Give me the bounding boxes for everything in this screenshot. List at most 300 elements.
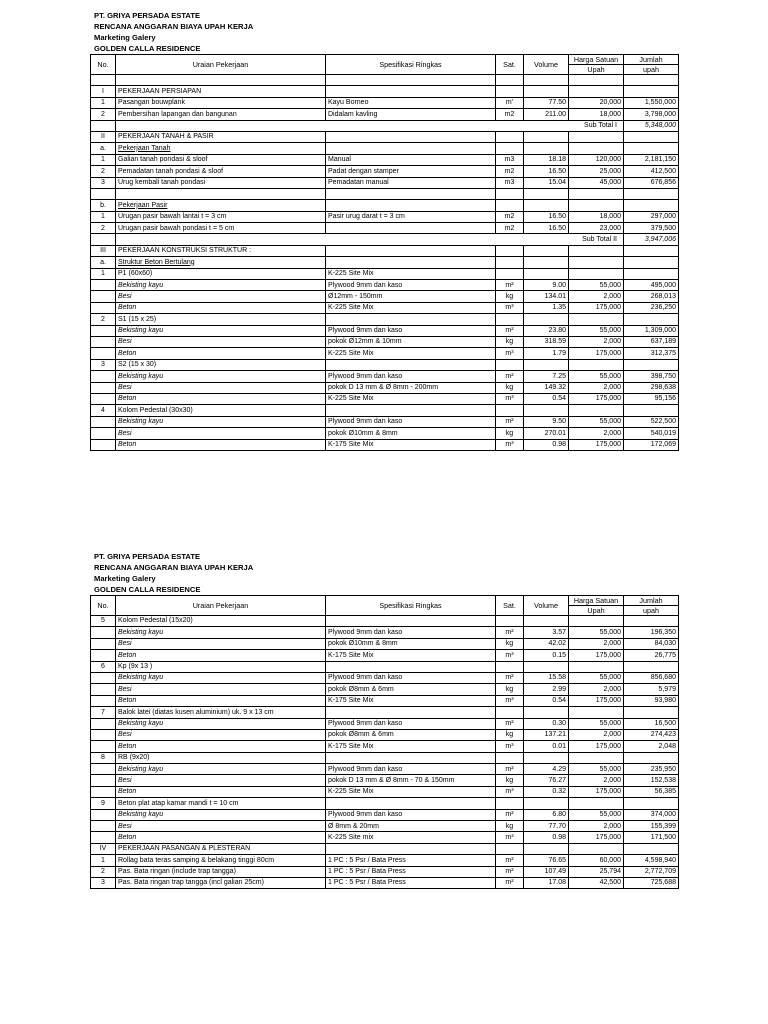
cell-no: 9: [91, 798, 116, 809]
cell-satuan: m³: [496, 302, 524, 313]
col-volume-header: Volume: [524, 596, 569, 616]
cell-spesifikasi: Plywood 9mm dan kaso: [326, 764, 496, 775]
table-row: [91, 314, 679, 325]
cell-no: 1: [91, 211, 116, 222]
cell-volume: 9.50: [524, 416, 569, 427]
cell-uraian: Bekisting kayu: [116, 809, 326, 820]
table-row: [91, 405, 679, 416]
cell-no: 3: [91, 359, 116, 370]
table-row: [91, 371, 679, 382]
table-row: [91, 877, 679, 888]
cell-jumlah: 236,250: [624, 302, 679, 313]
col-harga-header-bottom: Upah: [569, 606, 624, 616]
subtotal-label: Sub Total I: [326, 120, 624, 131]
cell-harga-satuan: 55,000: [569, 764, 624, 775]
cell-volume: 15.04: [524, 177, 569, 188]
table-row: [91, 752, 679, 763]
cell-uraian: Beton: [116, 741, 326, 752]
cell-volume: [524, 707, 569, 718]
cell-uraian: Beton: [116, 695, 326, 706]
cell-spesifikasi: [326, 843, 496, 854]
cell-spesifikasi: pokok Ø8mm & 6mm: [326, 729, 496, 740]
cell-no: 2: [91, 866, 116, 877]
cell-no: [91, 291, 116, 302]
table-row: [91, 154, 679, 165]
col-sat-header: Sat.: [496, 55, 524, 75]
table-row: [91, 718, 679, 729]
cell-uraian: Besi: [116, 336, 326, 347]
cell-uraian: Pas. Bata ringan (include trap tangga): [116, 866, 326, 877]
cell-jumlah: 2,772,709: [624, 866, 679, 877]
cell-jumlah: [624, 798, 679, 809]
cell-jumlah: [624, 188, 679, 199]
table-row: [91, 302, 679, 313]
cell-volume: 77.50: [524, 97, 569, 108]
cell-jumlah: 4,598,940: [624, 855, 679, 866]
table-row: [91, 695, 679, 706]
cell-volume: 16.50: [524, 166, 569, 177]
cell-uraian: Pembersihan lapangan dan bangunan: [116, 109, 326, 120]
cell-volume: 107.49: [524, 866, 569, 877]
cell-no: 5: [91, 616, 116, 627]
col-spesifikasi-header: Spesifikasi Ringkas: [326, 596, 496, 616]
cell-no: [91, 786, 116, 797]
cell-volume: 0.30: [524, 718, 569, 729]
table-row: [91, 143, 679, 154]
cell-uraian: Pemadatan tanah pondasi & sloof: [116, 166, 326, 177]
cell-jumlah: [624, 245, 679, 256]
table-row: [91, 821, 679, 832]
cell-volume: [524, 245, 569, 256]
cell-jumlah: 95,156: [624, 393, 679, 404]
cell-jumlah: [624, 616, 679, 627]
table-row: [91, 325, 679, 336]
cell-harga-satuan: [569, 86, 624, 97]
cell-harga-satuan: 175,000: [569, 302, 624, 313]
cell-uraian: Galian tanah pondasi & sloof: [116, 154, 326, 165]
cell-harga-satuan: 2,000: [569, 638, 624, 649]
rab-sheet-page-1: [90, 10, 678, 451]
cell-harga-satuan: 18,000: [569, 109, 624, 120]
cell-satuan: m²: [496, 371, 524, 382]
cell-uraian: Bekisting kayu: [116, 764, 326, 775]
cell-uraian: Beton: [116, 650, 326, 661]
cell-harga-satuan: [569, 200, 624, 211]
cell-no: [91, 382, 116, 393]
cell-uraian: Bekisting kayu: [116, 718, 326, 729]
cell-no: 8: [91, 752, 116, 763]
table-row: [91, 223, 679, 234]
table-row: [91, 131, 679, 142]
cell-satuan: [496, 257, 524, 268]
cell-spesifikasi: Plywood 9mm dan kaso: [326, 672, 496, 683]
cell-satuan: m2: [496, 211, 524, 222]
cell-jumlah: 540,019: [624, 428, 679, 439]
cell-spesifikasi: Ø12mm - 150mm: [326, 291, 496, 302]
table-row: [91, 393, 679, 404]
cell-spesifikasi: Ø 8mm & 20mm: [326, 821, 496, 832]
cell-harga-satuan: 60,000: [569, 855, 624, 866]
cell-satuan: m²: [496, 416, 524, 427]
cell-harga-satuan: [569, 75, 624, 86]
cell-no: 4: [91, 405, 116, 416]
cell-volume: 15.58: [524, 672, 569, 683]
cell-satuan: kg: [496, 729, 524, 740]
cell-spesifikasi: pokok D 13 mm & Ø 8mm - 70 & 150mm: [326, 775, 496, 786]
cell-volume: 0.54: [524, 695, 569, 706]
cell-spesifikasi: Plywood 9mm dan kaso: [326, 325, 496, 336]
cell-volume: [524, 200, 569, 211]
cell-volume: 4.29: [524, 764, 569, 775]
cell-no: I: [91, 86, 116, 97]
cell-volume: 23.80: [524, 325, 569, 336]
rab-table: [90, 595, 679, 889]
cell-uraian: Besi: [116, 428, 326, 439]
cell-spesifikasi: K-225 Site Mix: [326, 786, 496, 797]
project-name: GOLDEN CALLA RESIDENCE: [94, 44, 201, 53]
cell-harga-satuan: 175,000: [569, 393, 624, 404]
cell-spesifikasi: [326, 223, 496, 234]
cell-uraian: Pekerjaan Tanah: [116, 143, 326, 154]
cell-satuan: m²: [496, 672, 524, 683]
cell-harga-satuan: 175,000: [569, 439, 624, 450]
cell-jumlah: 1,550,000: [624, 97, 679, 108]
cell-harga-satuan: 2,000: [569, 729, 624, 740]
cell-no: 6: [91, 661, 116, 672]
cell-satuan: kg: [496, 684, 524, 695]
cell-harga-satuan: [569, 661, 624, 672]
cell-satuan: [496, 707, 524, 718]
cell-volume: 318.59: [524, 336, 569, 347]
cell-spesifikasi: K-175 Site Mix: [326, 741, 496, 752]
cell-satuan: [496, 798, 524, 809]
cell-satuan: [496, 188, 524, 199]
cell-jumlah: [624, 405, 679, 416]
cell-volume: [524, 75, 569, 86]
cell-satuan: m²: [496, 877, 524, 888]
cell-uraian: Besi: [116, 684, 326, 695]
cell-no: [91, 75, 116, 86]
cell-uraian: Balok latei (diatas kusen aluminium) uk. 9 x 13 cm: [116, 707, 326, 718]
cell-volume: 0.98: [524, 832, 569, 843]
cell-volume: 137.21: [524, 729, 569, 740]
cell-harga-satuan: 175,000: [569, 832, 624, 843]
cell-jumlah: [624, 707, 679, 718]
cell-no: [91, 280, 116, 291]
cell-uraian: PEKERJAAN KONSTRUKSI STRUKTUR :: [116, 245, 326, 256]
cell-harga-satuan: 45,000: [569, 177, 624, 188]
cell-no: [91, 188, 116, 199]
cell-volume: [524, 314, 569, 325]
cell-jumlah: 171,500: [624, 832, 679, 843]
cell-uraian: Beton: [116, 302, 326, 313]
cell-satuan: m²: [496, 866, 524, 877]
cell-no: [91, 832, 116, 843]
cell-jumlah: [624, 143, 679, 154]
cell-harga-satuan: 55,000: [569, 280, 624, 291]
cell-spesifikasi: 1 PC : 5 Psr / Bata Press: [326, 866, 496, 877]
cell-satuan: [496, 86, 524, 97]
cell-jumlah: 26,775: [624, 650, 679, 661]
cell-spesifikasi: K-225 Site mix: [326, 832, 496, 843]
table-row: [91, 672, 679, 683]
cell-spesifikasi: K-225 Site Mix: [326, 268, 496, 279]
cell-no: b.: [91, 200, 116, 211]
cell-harga-satuan: [569, 707, 624, 718]
cell-jumlah: [624, 314, 679, 325]
col-harga-header-top: Harga Satuan: [569, 55, 624, 65]
cell-uraian: S2 (15 x 30): [116, 359, 326, 370]
cell-no: IV: [91, 843, 116, 854]
table-body: [91, 616, 679, 889]
cell-spesifikasi: K-225 Site Mix: [326, 348, 496, 359]
cell-satuan: m²: [496, 325, 524, 336]
table-row: [91, 336, 679, 347]
cell-no: [91, 302, 116, 313]
cell-uraian: Beton plat atap kamar mandi t = 10 cm: [116, 798, 326, 809]
cell-no: [91, 348, 116, 359]
table-row: [91, 211, 679, 222]
cell-no: [91, 336, 116, 347]
col-jumlah-header-bottom: upah: [624, 65, 679, 75]
cell-spesifikasi: pokok Ø8mm & 6mm: [326, 684, 496, 695]
cell-uraian: RB (9x20): [116, 752, 326, 763]
cell-no: [91, 809, 116, 820]
subtotal-value: 3,947,006: [624, 234, 679, 245]
cell-spesifikasi: Padat dengan stamper: [326, 166, 496, 177]
cell-uraian: Besi: [116, 729, 326, 740]
table-row: [91, 348, 679, 359]
table-row: [91, 809, 679, 820]
cell-spesifikasi: [326, 359, 496, 370]
table-row: [91, 439, 679, 450]
cell-uraian: Besi: [116, 291, 326, 302]
cell-jumlah: 297,000: [624, 211, 679, 222]
cell-spesifikasi: [326, 798, 496, 809]
cell-harga-satuan: 18,000: [569, 211, 624, 222]
cell-no: a.: [91, 143, 116, 154]
cell-volume: 77.70: [524, 821, 569, 832]
cell-uraian: Urug kembali tanah pondasi: [116, 177, 326, 188]
cell-spesifikasi: [326, 405, 496, 416]
cell-volume: 270.01: [524, 428, 569, 439]
table-row: [91, 359, 679, 370]
cell-uraian: Urugan pasir bawah pondasi t = 5 cm: [116, 223, 326, 234]
cell-uraian: PEKERJAAN PERSIAPAN: [116, 86, 326, 97]
table-row: [91, 166, 679, 177]
cell-no: [91, 775, 116, 786]
cell-satuan: kg: [496, 821, 524, 832]
cell-jumlah: 522,500: [624, 416, 679, 427]
cell-volume: 18.18: [524, 154, 569, 165]
cell-volume: [524, 798, 569, 809]
col-harga-header-bottom: Upah: [569, 65, 624, 75]
subtotal-row: [91, 120, 679, 131]
cell-satuan: m³: [496, 650, 524, 661]
cell-harga-satuan: 55,000: [569, 809, 624, 820]
cell-satuan: m³: [496, 786, 524, 797]
cell-satuan: [496, 752, 524, 763]
cell-satuan: [496, 843, 524, 854]
project-name: GOLDEN CALLA RESIDENCE: [94, 585, 201, 594]
cell-jumlah: [624, 661, 679, 672]
cell-no: 3: [91, 877, 116, 888]
cell-volume: [524, 268, 569, 279]
cell-uraian: Beton: [116, 439, 326, 450]
table-row: [91, 616, 679, 627]
cell-harga-satuan: 25,794: [569, 866, 624, 877]
cell-satuan: m2: [496, 109, 524, 120]
table-row: [91, 416, 679, 427]
cell-harga-satuan: 55,000: [569, 627, 624, 638]
col-sat-header: Sat.: [496, 596, 524, 616]
cell-spesifikasi: [326, 200, 496, 211]
cell-volume: 0.15: [524, 650, 569, 661]
cell-harga-satuan: [569, 188, 624, 199]
cell-spesifikasi: [326, 752, 496, 763]
cell-spesifikasi: Didalam kavling: [326, 109, 496, 120]
cell-no: [91, 439, 116, 450]
cell-spesifikasi: [326, 188, 496, 199]
cell-satuan: m³: [496, 348, 524, 359]
cell-jumlah: [624, 752, 679, 763]
cell-spesifikasi: Plywood 9mm dan kaso: [326, 371, 496, 382]
cell-spesifikasi: [326, 314, 496, 325]
table-row: [91, 661, 679, 672]
cell-no: [91, 764, 116, 775]
cell-spesifikasi: [326, 86, 496, 97]
table-row: [91, 764, 679, 775]
table-row: [91, 97, 679, 108]
cell-uraian: Kolom Pedestal (15x20): [116, 616, 326, 627]
table-row: [91, 291, 679, 302]
cell-harga-satuan: 55,000: [569, 416, 624, 427]
table-row: [91, 428, 679, 439]
cell-spesifikasi: Plywood 9mm dan kaso: [326, 627, 496, 638]
cell-satuan: kg: [496, 336, 524, 347]
cell-satuan: m²: [496, 627, 524, 638]
table-row: [91, 268, 679, 279]
cell-spesifikasi: Plywood 9mm dan kaso: [326, 416, 496, 427]
cell-harga-satuan: [569, 359, 624, 370]
cell-uraian: [116, 234, 326, 245]
cell-uraian: S1 (15 x 25): [116, 314, 326, 325]
cell-jumlah: 16,500: [624, 718, 679, 729]
cell-jumlah: 235,950: [624, 764, 679, 775]
cell-volume: 76.65: [524, 855, 569, 866]
cell-spesifikasi: 1 PC : 5 Psr / Bata Press: [326, 855, 496, 866]
cell-uraian: Beton: [116, 832, 326, 843]
cell-no: [91, 627, 116, 638]
cell-harga-satuan: 2,000: [569, 684, 624, 695]
cell-jumlah: 155,399: [624, 821, 679, 832]
cell-jumlah: [624, 268, 679, 279]
cell-satuan: [496, 405, 524, 416]
subtotal-row: [91, 234, 679, 245]
col-volume-header: Volume: [524, 55, 569, 75]
cell-jumlah: 5,979: [624, 684, 679, 695]
cell-jumlah: 2,048: [624, 741, 679, 752]
cell-harga-satuan: 175,000: [569, 348, 624, 359]
cell-spesifikasi: [326, 245, 496, 256]
cell-no: 1: [91, 97, 116, 108]
table-row: [91, 855, 679, 866]
cell-no: 2: [91, 109, 116, 120]
cell-spesifikasi: [326, 707, 496, 718]
col-jumlah-header-top: Jumlah: [624, 596, 679, 606]
cell-uraian: P1 (60x60): [116, 268, 326, 279]
cell-uraian: Bekisting kayu: [116, 280, 326, 291]
cell-uraian: [116, 75, 326, 86]
table-row: [91, 843, 679, 854]
cell-satuan: [496, 661, 524, 672]
cell-satuan: [496, 268, 524, 279]
cell-volume: 7.25: [524, 371, 569, 382]
cell-spesifikasi: K-175 Site Mix: [326, 439, 496, 450]
cell-no: 1: [91, 268, 116, 279]
cell-satuan: [496, 359, 524, 370]
cell-harga-satuan: 23,000: [569, 223, 624, 234]
cell-volume: 1.79: [524, 348, 569, 359]
cell-satuan: kg: [496, 291, 524, 302]
cell-no: [91, 234, 116, 245]
table-header: [91, 55, 679, 75]
cell-volume: [524, 86, 569, 97]
cell-jumlah: 274,423: [624, 729, 679, 740]
cell-satuan: m³: [496, 393, 524, 404]
table-row: [91, 75, 679, 86]
cell-jumlah: 196,350: [624, 627, 679, 638]
cell-satuan: m³: [496, 741, 524, 752]
table-row: [91, 798, 679, 809]
cell-spesifikasi: Kayu Borneo: [326, 97, 496, 108]
cell-volume: [524, 843, 569, 854]
document-title: RENCANA ANGGARAN BIAYA UPAH KERJA: [94, 22, 254, 31]
cell-spesifikasi: Pemadatan manual: [326, 177, 496, 188]
cell-jumlah: 84,030: [624, 638, 679, 649]
cell-jumlah: 856,680: [624, 672, 679, 683]
cell-satuan: [496, 245, 524, 256]
cell-uraian: Bekisting kayu: [116, 416, 326, 427]
cell-uraian: Kolom Pedestal (30x30): [116, 405, 326, 416]
cell-jumlah: [624, 86, 679, 97]
cell-jumlah: 2,181,150: [624, 154, 679, 165]
cell-volume: [524, 752, 569, 763]
cell-no: [91, 393, 116, 404]
cell-satuan: kg: [496, 382, 524, 393]
cell-jumlah: [624, 257, 679, 268]
cell-harga-satuan: [569, 131, 624, 142]
cell-harga-satuan: 20,000: [569, 97, 624, 108]
cell-spesifikasi: K-175 Site Mix: [326, 695, 496, 706]
cell-harga-satuan: 55,000: [569, 718, 624, 729]
cell-uraian: Pas. Bata ringan trap tangga (incl galian 25cm): [116, 877, 326, 888]
table-row: [91, 109, 679, 120]
table-row: [91, 775, 679, 786]
location-label: Marketing Galery: [94, 33, 156, 42]
cell-harga-satuan: [569, 405, 624, 416]
cell-satuan: [496, 200, 524, 211]
cell-volume: [524, 616, 569, 627]
cell-uraian: Beton: [116, 393, 326, 404]
cell-satuan: m²: [496, 764, 524, 775]
cell-uraian: Bekisting kayu: [116, 627, 326, 638]
cell-jumlah: 3,798,000: [624, 109, 679, 120]
cell-harga-satuan: 2,000: [569, 291, 624, 302]
cell-uraian: Pekerjaan Pasir: [116, 200, 326, 211]
cell-satuan: m³: [496, 439, 524, 450]
cell-harga-satuan: 2,000: [569, 428, 624, 439]
